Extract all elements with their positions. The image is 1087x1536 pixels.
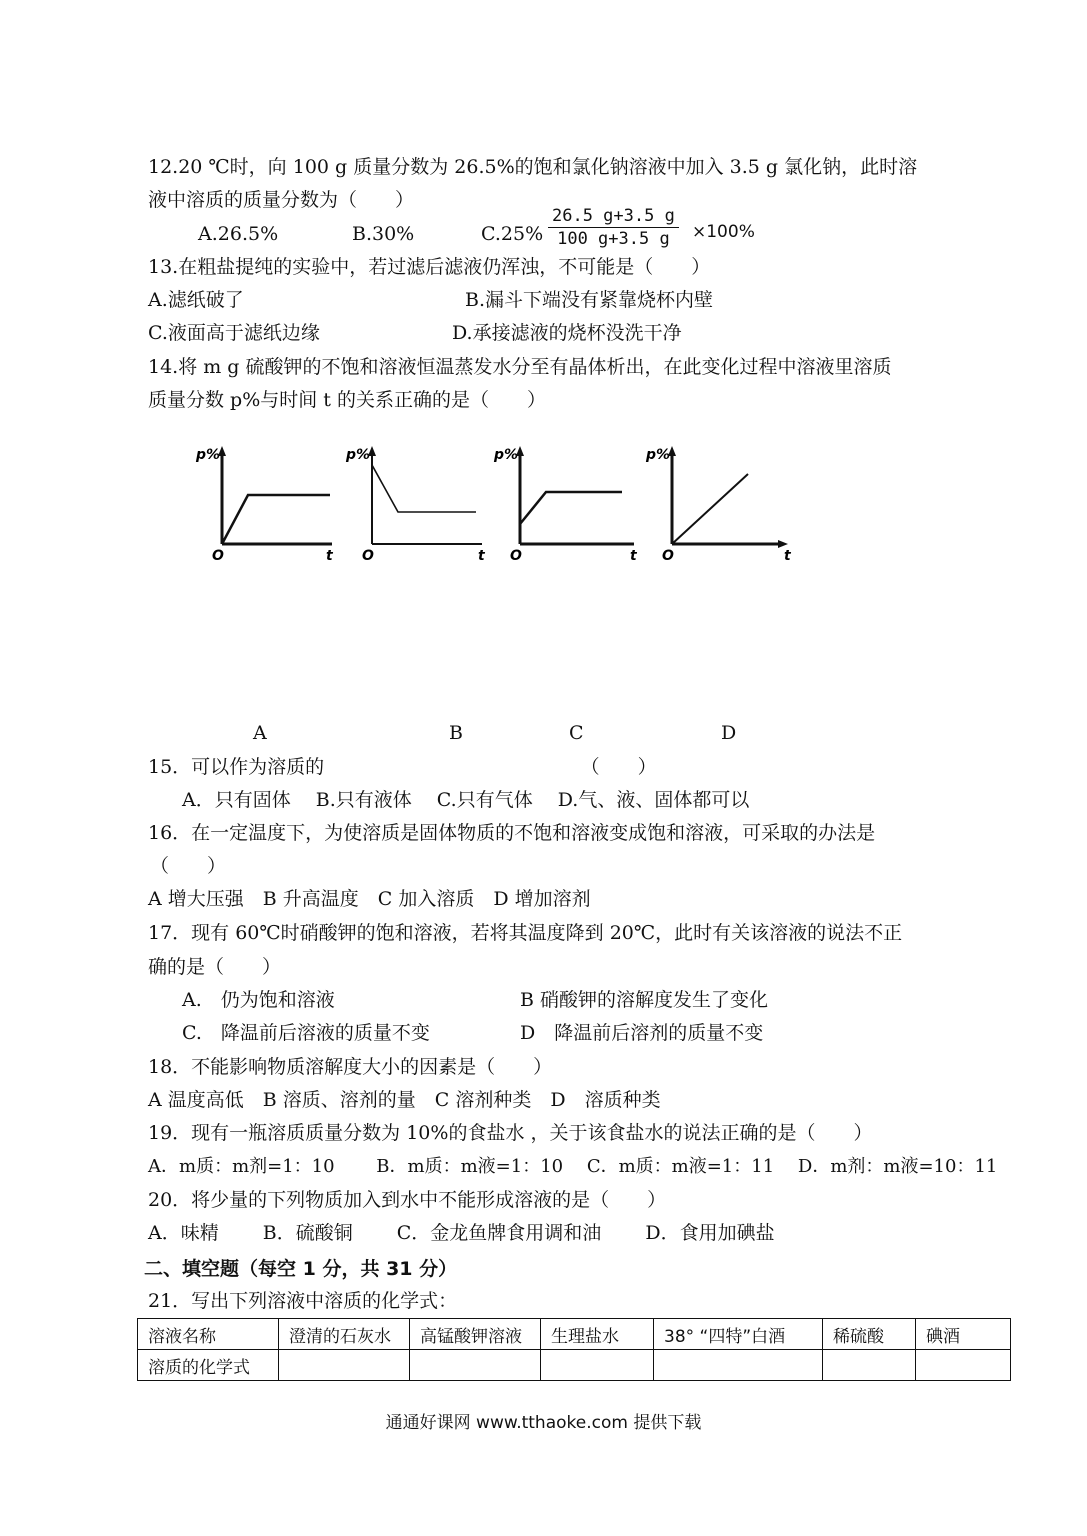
q19-stem: 19．现有一瓶溶质质量分数为 10%的食盐水 ，关于该食盐水的说法正确的是（ ） — [148, 1122, 873, 1144]
answer-blank[interactable] — [654, 1350, 823, 1381]
q20-options: A．味精 B．硫酸铜 C．金龙鱼牌食用调和油 D．食用加碘盐 — [148, 1222, 775, 1244]
q20-stem: 20．将少量的下列物质加入到水中不能形成溶液的是（ ） — [148, 1189, 667, 1211]
q12-fraction — [548, 206, 679, 249]
q17-option-c: C. 降温前后溶液的质量不变 — [182, 1022, 430, 1044]
q17-option-d: D 降温前后溶剂的质量不变 — [520, 1022, 764, 1044]
graph-b-origin: O — [362, 548, 374, 564]
graph-a-ylabel: p% — [196, 447, 221, 463]
table-row — [138, 1319, 1011, 1350]
fraction-denominator: 100 g+3.5 g — [557, 229, 670, 249]
q18-stem: 18．不能影响物质溶解度大小的因素是（ ） — [148, 1056, 553, 1078]
q17-line2: 确的是（ ） — [148, 956, 282, 978]
graph-label-d: D — [721, 722, 737, 744]
q14-line1: 14.将 m g 硫酸钾的不饱和溶液恒温蒸发水分至有晶体析出，在此变化过程中溶液里溶质 — [148, 356, 892, 378]
q13-option-d: D.承接滤液的烧杯没洗干净 — [452, 322, 682, 344]
graph-a-curve — [222, 495, 330, 544]
q17-line1: 17．现有 60℃时硝酸钾的饱和溶液，若将其温度降到 20℃，此时有关该溶液的说法不正 — [148, 922, 903, 944]
table-cell: 38° “四特”白酒 — [654, 1319, 823, 1350]
graph-a-xlabel: t — [326, 548, 333, 564]
table-cell: 稀硫酸 — [823, 1319, 916, 1350]
graph-c-ylabel: p% — [494, 447, 519, 463]
q13-option-c: C.液面高于滤纸边缘 — [148, 322, 320, 344]
q17-option-a: A. 仍为饱和溶液 — [182, 989, 335, 1011]
table-cell: 溶液名称 — [138, 1319, 279, 1350]
graph-label-a: A — [253, 722, 267, 744]
graph-b-xlabel: t — [478, 548, 485, 564]
graph-d-curve — [672, 474, 748, 544]
q15-options: A．只有固体 B.只有液体 C.只有气体 D.气、液、固体都可以 — [182, 789, 750, 811]
table-row — [138, 1350, 1011, 1381]
q21-stem: 21．写出下列溶液中溶质的化学式： — [148, 1290, 458, 1312]
q12-option-b: B.30% — [352, 223, 415, 245]
graph-d-ylabel: p% — [646, 447, 671, 463]
q19-options: A．m质：m剂=1：10 B．m质：m液=1：10 C．m质：m液=1：11 D．m剂：m液=10：11 — [148, 1156, 998, 1177]
graph-a-origin: O — [212, 548, 224, 564]
q12-option-c: C.25% — [481, 223, 544, 245]
q12-line2: 液中溶质的质量分数为（ ） — [148, 189, 415, 211]
graph-a — [192, 440, 340, 565]
graph-d — [642, 440, 794, 565]
table-cell: 溶质的化学式 — [138, 1350, 279, 1381]
graph-c-origin: O — [510, 548, 522, 564]
graph-b-curve — [372, 465, 476, 512]
graph-label-c: C — [569, 722, 584, 744]
q14-line2: 质量分数 p%与时间 t 的关系正确的是（ ） — [148, 389, 546, 411]
graph-c-curve — [520, 492, 622, 524]
answer-table — [137, 1318, 1011, 1381]
q12-option-a: A.26.5% — [198, 223, 279, 245]
answer-blank[interactable] — [541, 1350, 654, 1381]
q13-stem: 13.在粗盐提纯的实验中，若过滤后滤液仍浑浊，不可能是（ ） — [148, 256, 711, 278]
graph-label-b: B — [449, 722, 463, 744]
answer-blank[interactable] — [916, 1350, 1011, 1381]
q16-line1: 16．在一定温度下，为使溶质是固体物质的不饱和溶液变成饱和溶液，可采取的办法是 — [148, 822, 876, 844]
graph-b-ylabel: p% — [346, 447, 371, 463]
table-cell: 碘酒 — [916, 1319, 1011, 1350]
q12-fraction-tail: ×100% — [692, 222, 755, 242]
q16-line2: （ ） — [150, 855, 227, 877]
fraction-numerator: 26.5 g+3.5 g — [548, 206, 679, 228]
q13-option-a: A.滤纸破了 — [148, 289, 244, 311]
graph-d-xlabel: t — [784, 548, 791, 564]
graph-c — [492, 440, 640, 565]
table-cell: 生理盐水 — [541, 1319, 654, 1350]
graph-d-origin: O — [662, 548, 674, 564]
answer-blank[interactable] — [410, 1350, 541, 1381]
answer-blank[interactable] — [279, 1350, 410, 1381]
q16-options: A 增大压强 B 升高温度 C 加入溶质 D 增加溶剂 — [148, 888, 591, 910]
footer-source: 通通好课网 www.tthaoke.com 提供下载 — [385, 1413, 702, 1433]
q15-stem: 15．可以作为溶质的 （ ） — [148, 756, 657, 778]
answer-blank[interactable] — [823, 1350, 916, 1381]
q17-option-b: B 硝酸钾的溶解度发生了变化 — [520, 989, 769, 1011]
graph-b — [342, 440, 490, 565]
q13-option-b: B.漏斗下端没有紧靠烧杯内壁 — [465, 289, 714, 311]
table-cell: 澄清的石灰水 — [279, 1319, 410, 1350]
graph-c-xlabel: t — [630, 548, 637, 564]
section-heading: 二、填空题（每空 1 分，共 31 分） — [144, 1258, 458, 1280]
table-cell: 高锰酸钾溶液 — [410, 1319, 541, 1350]
q18-options: A 温度高低 B 溶质、溶剂的量 C 溶剂种类 D 溶质种类 — [148, 1089, 661, 1111]
q12-line1: 12.20 ℃时，向 100 g 质量分数为 26.5%的饱和氯化钠溶液中加入 3.5 g 氯化钠，此时溶 — [148, 156, 918, 178]
